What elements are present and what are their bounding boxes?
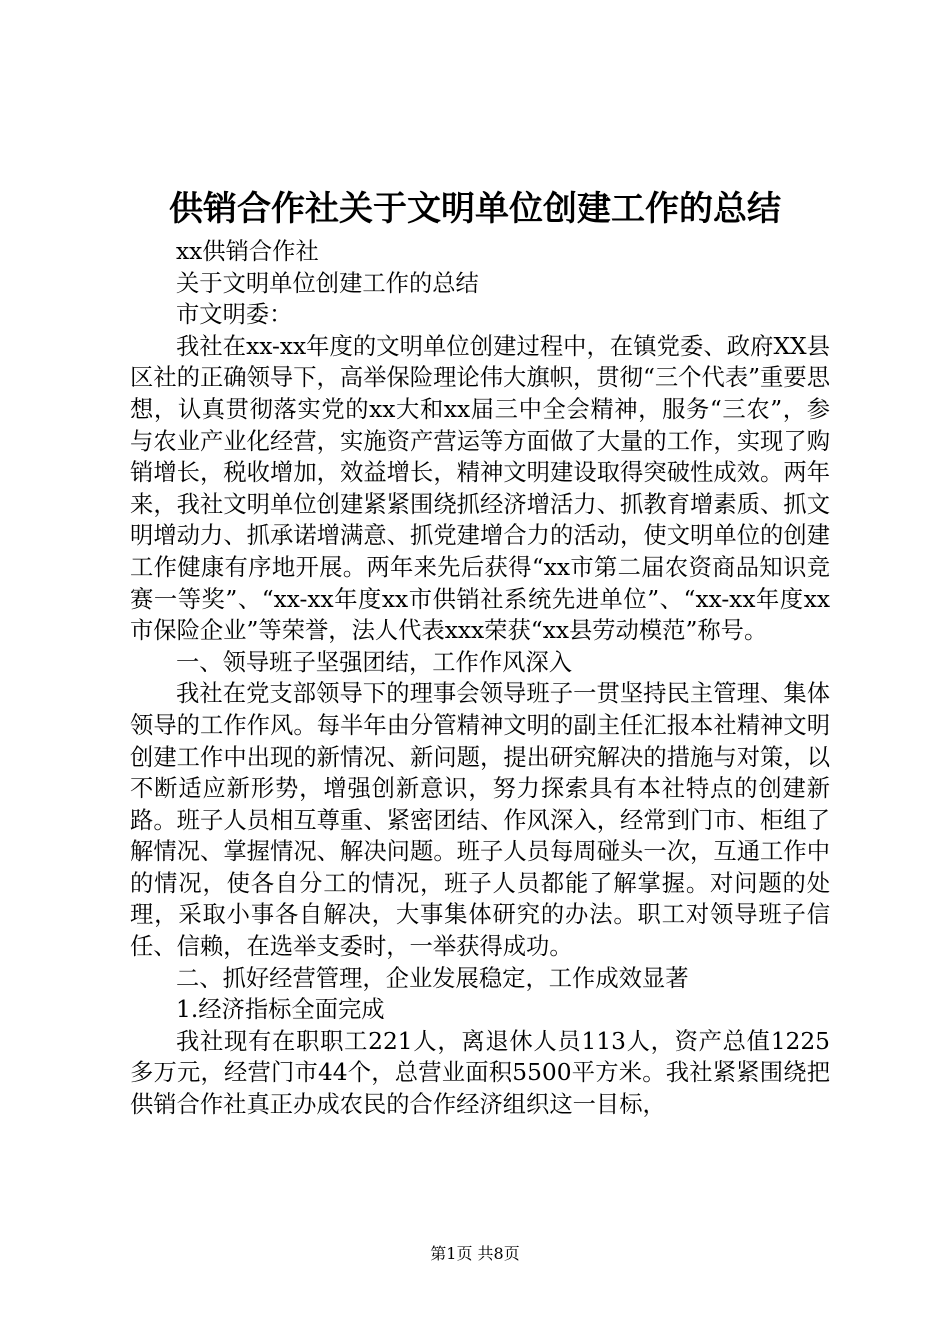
section-1-paragraph: 我社在党支部领导下的理事会领导班子一贯坚持民主管理、集体领导的工作作风。每半年由分管精神文明的副主任汇报本社精神文明创建工作中出现的新情况、新问题，提出研究解决的措施与对策，以不断适应新形势，增强创新意识，努力探索具有本社特点的创建新路。班子人员相互尊重、紧密团结、作风深入，经常到门市、柜组了解情况、掌握情况、解决问题。班子人员每周碰头一次，互通工作中的情况，使各自分工的情况，班子人员都能了解掌握。对问题的处理，采取小事各自解决，大事集体研究的办法。职工对领导班子信任、信赖，在选举支委时，一举获得成功。 [130, 680, 830, 961]
addressee-line: 市文明委： [176, 301, 293, 329]
document-title: 供销合作社关于文明单位创建工作的总结 [169, 189, 781, 229]
page-footer: 第1页 共8页 [430, 1244, 520, 1263]
subsection-heading-1: 1.经济指标全面完成 [176, 996, 385, 1024]
subsection-1-paragraph: 我社现有在职职工221人，离退休人员113人，资产总值1225多万元，经营门市44个，总营业面积5500平方米。我社紧紧围绕把供销合作社真正办成农民的合作经济组织这一目标， [130, 1027, 830, 1119]
intro-paragraph: 我社在xx-xx年度的文明单位创建过程中，在镇党委、政府XX县区社的正确领导下，高举保险理论伟大旗帜，贯彻“三个代表”重要思想，认真贯彻落实党的xx大和xx届三中全会精神，服务“三农”，参与农业产业化经营，实施资产营运等方面做了大量的工作，实现了购销增长，税收增加，效益增长，精神文明建设取得突破性成效。两年来，我社文明单位创建紧紧围绕抓经济增活力、抓教育增素质、抓文明增动力、抓承诺增满意、抓党建增合力的活动，使文明单位的创建工作健康有序地开展。两年来先后获得“xx市第二届农资商品知识竞赛一等奖”、“xx-xx年度xx市供销社系统先进单位”、“xx-xx年度xx市保险企业”等荣誉，法人代表xxx荣获“xx县劳动模范”称号。 [130, 332, 830, 645]
document-body [130, 236, 830, 1121]
subject-line: 关于文明单位创建工作的总结 [176, 269, 479, 297]
org-name-line: xx供销合作社 [176, 238, 319, 265]
section-heading-1: 一、领导班子坚强团结，工作作风深入 [176, 648, 573, 676]
section-heading-2: 二、抓好经营管理，企业发展稳定，工作成效显著 [176, 964, 689, 992]
